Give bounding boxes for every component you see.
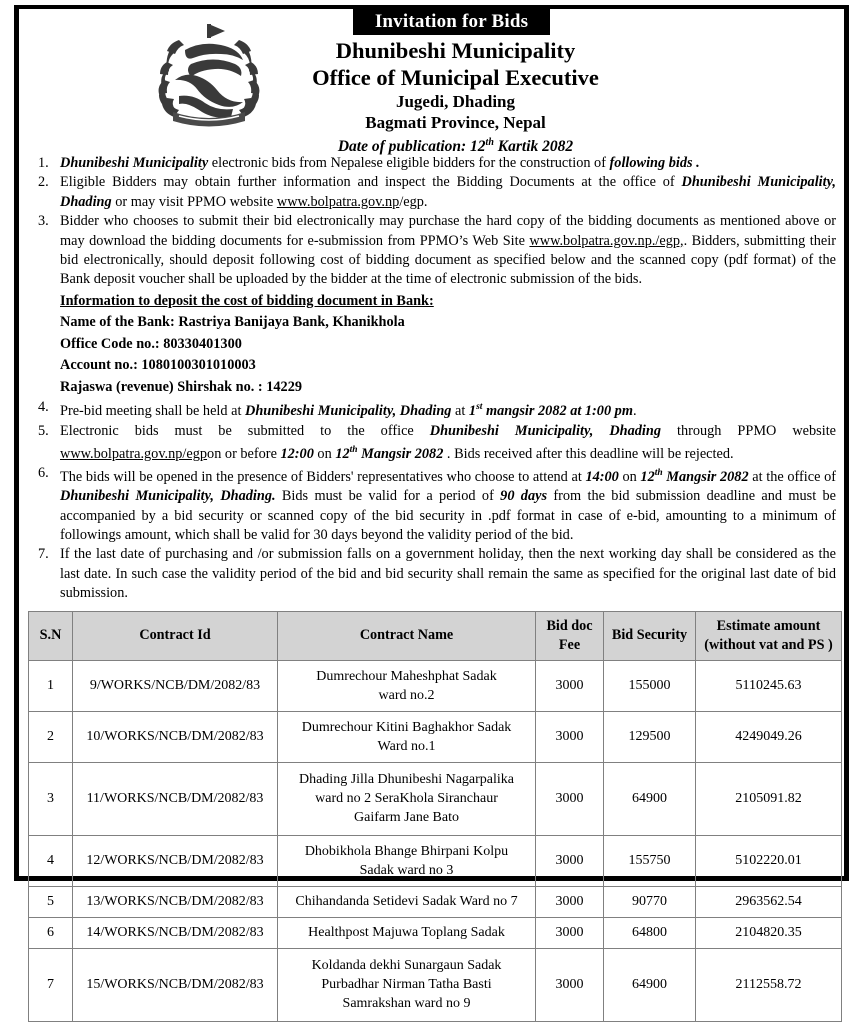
invitation-banner: Invitation for Bids [353,9,550,35]
nepal-government-emblem-icon [149,18,269,133]
cell-sn: 7 [29,948,73,1021]
column-header-bid-security: Bid Security [604,611,696,660]
cell-contract-id: 14/WORKS/NCB/DM/2082/83 [73,917,278,948]
table-body [29,660,842,1021]
cell-contract-name [278,711,536,762]
clause-item-6 [27,464,836,545]
column-header-bid-doc-fee-line2: Fee [558,636,581,653]
publication-date-label: Date of publication: [337,138,467,156]
cell-sn: 3 [29,762,73,835]
bank-name: Name of the Bank: Rastriya Banijaya Bank, Khanikhola [60,314,405,331]
cell-contract-name: Healthpost Majuwa Toplang Sadak [278,917,536,948]
clause-5-entity: Dhunibeshi Municipality, Dhading [429,422,661,439]
clause-2-text-c: /egp. [399,193,428,210]
clause-2-entity: Dhunibeshi Municipality, Dhading [60,174,837,210]
clause-5-date-ordinal: th [349,444,358,455]
clause-4-text-c: . [632,403,637,420]
publication-date [75,133,836,156]
clause-4-text-a: Pre-bid meeting shall be held at [60,403,246,420]
cell-sn: 1 [29,660,73,711]
clause-list [27,154,836,604]
clause-number-1: 1. [38,155,49,171]
organization-location: Jugedi, Dhading [395,92,516,111]
cell-bid-security: 64900 [604,948,696,1021]
clause-2-text-a: Eligible Bidders may obtain further information and inspect the Bidding Documents at the office of [60,174,682,191]
cell-contract-name [278,762,536,835]
cell-bid-security: 64900 [604,762,696,835]
cell-bid-doc-fee: 3000 [536,711,604,762]
clause-5-date-day: 12 [335,445,350,462]
cell-bid-doc-fee: 3000 [536,917,604,948]
clause-6-text-b: on [618,468,641,485]
clause-6-text-d: Bids must be valid for a period of [275,488,501,505]
table-row [29,660,842,711]
cell-estimate-amount: 4249049.26 [696,711,842,762]
cell-estimate-amount: 2105091.82 [696,762,842,835]
contract-name-line3: Samrakshan ward no 9 [342,996,471,1012]
contract-name-line3: Gaifarm Jane Bato [354,810,459,826]
column-header-estimate-line2: (without vat and PS ) [704,636,833,653]
clause-7-text: If the last date of purchasing and /or submission falls on a government holiday, then the next working day shall be considered as the last date. In such case the validity period of the bid and bid security shall remain the same as specified for the original last date of bid submission. [60,546,836,602]
clause-number-7: 7. [38,546,49,563]
cell-estimate-amount: 2104820.35 [696,917,842,948]
clause-5-text-e: . Bids received after this deadline will be rejected. [443,445,734,462]
cell-bid-security: 155000 [604,660,696,711]
clause-5-text-a: Electronic bids must be submitted to the office [60,422,430,439]
clause-5-text-c: on or before [207,445,281,462]
contract-name-line1: Koldanda dekhi Sunargaun Sadak [311,958,502,974]
clause-item-7 [27,545,836,603]
cell-sn: 6 [29,917,73,948]
table-row [29,762,842,835]
cell-bid-security: 129500 [604,711,696,762]
cell-contract-name [278,948,536,1021]
clause-5-time: 12:00 [280,445,314,462]
clause-6-text-c: at the office of [748,468,836,485]
cell-contract-id: 9/WORKS/NCB/DM/2082/83 [73,660,278,711]
cell-contract-id: 15/WORKS/NCB/DM/2082/83 [73,948,278,1021]
bids-table [28,611,842,1022]
cell-sn: 2 [29,711,73,762]
contract-name-line2: Purbadhar Nirman Tatha Basti [321,977,492,993]
cell-bid-doc-fee: 3000 [536,886,604,917]
contract-name-line2: ward no 2 SeraKhola Siranchaur [315,791,498,807]
cell-bid-security: 155750 [604,835,696,886]
table-row [29,835,842,886]
clause-4-datetime: mangsir 2082 at 1:00 pm [482,403,633,420]
column-header-bid-doc-fee-line1: Bid doc [546,617,593,634]
bank-rajaswa-shirshak: Rajaswa (revenue) Shirshak no. : 14229 [60,378,302,395]
clause-1-entity: Dhunibeshi Municipality [60,155,209,171]
clause-number-4: 4. [38,399,49,416]
column-header-contract-name: Contract Name [278,611,536,660]
column-header-estimate-amount [696,611,842,660]
cell-contract-id: 10/WORKS/NCB/DM/2082/83 [73,711,278,762]
cell-contract-name [278,835,536,886]
clause-5-date-rest: Mangsir 2082 [357,445,444,462]
document-page-frame [14,5,849,1012]
cell-contract-name: Chihandanda Setidevi Sadak Ward no 7 [278,886,536,917]
table-header-row [29,611,842,660]
document-header [27,9,836,154]
clause-item-4 [27,398,836,421]
cell-bid-doc-fee: 3000 [536,762,604,835]
bank-info-heading: Information to deposit the cost of bidding document in Bank: [60,292,434,309]
publication-date-day: 12 [470,138,486,156]
clause-5-text-b: through PPMO website [661,422,837,439]
bank-deposit-info [60,291,836,399]
column-header-estimate-line1: Estimate amount [716,617,821,634]
column-header-contract-id: Contract Id [73,611,278,660]
clause-3-text-a: Bidder who chooses to submit their bid electronically may purchase the hard copy of the bidding documents as mentioned above or may download the bidding documents for e-submission from PPMO’s Web Site [60,213,836,249]
clause-6-entity: Dhunibeshi Municipality, Dhading. [60,488,276,505]
clause-5-text-d: on [313,445,336,462]
cell-contract-name [278,660,536,711]
clause-3-ppmo-link[interactable]: www.bolpatra.gov.np./egp, [529,232,684,249]
organization-office: Office of Municipal Executive [312,65,599,90]
organization-province: Bagmati Province, Nepal [365,113,546,132]
clause-item-1 [27,154,836,173]
clause-number-6: 6. [38,465,49,482]
cell-contract-id: 13/WORKS/NCB/DM/2082/83 [73,886,278,917]
bank-office-code: Office Code no.: 80330401300 [60,335,242,352]
contract-name-line1: Dumrechour Kitini Baghakhor Sadak [301,719,512,735]
cell-estimate-amount: 2963562.54 [696,886,842,917]
table-row [29,711,842,762]
bank-account-number: Account no.: 1080100301010003 [60,357,256,374]
clause-6-validity-days: 90 days [500,488,548,505]
clause-item-3 [27,212,836,398]
publication-date-ordinal: th [485,137,494,148]
contract-name-line2: ward no.2 [378,687,435,703]
column-header-bid-doc-fee [536,611,604,660]
cell-estimate-amount: 2112558.72 [696,948,842,1021]
cell-sn: 5 [29,886,73,917]
contract-name-line1: Dhobikhola Bhange Bhirpani Kolpu [304,843,509,859]
organization-name: Dhunibeshi Municipality [335,38,576,63]
cell-bid-security: 64800 [604,917,696,948]
cell-bid-security: 90770 [604,886,696,917]
clause-4-date-ordinal: st [476,402,483,413]
clause-5-ppmo-link[interactable]: www.bolpatra.gov.np/egp [60,445,208,462]
clause-6-text-e: from the bid submission deadline and must be accompanied by a bid security or scanned copy of the bid security in .pdf format in case of e-bid, amounting to a minimum of followings amount, which shall be valid for 30 days beyond the validity period of the bid. [60,488,837,544]
clause-number-3: 3. [38,213,49,230]
publication-date-rest: Kartik 2082 [497,138,574,156]
clause-number-2: 2. [38,174,49,191]
table-row [29,886,842,917]
clause-4-text-b: at [451,403,469,420]
table-row [29,917,842,948]
clause-6-date-ordinal: th [654,468,663,479]
contract-name-line2: Sadak ward no 3 [359,862,454,878]
table-row [29,948,842,1021]
clause-2-ppmo-link[interactable]: www.bolpatra.gov.np [276,193,400,210]
clause-3-text-b: . Bidders, submitting their bid electronically, should deposit following cost of bidding document as specified below and the scanned copy (pdf format) of the Bank deposit voucher shall be uploaded by the bidder at the time of electronic submission of the bids. [60,232,836,288]
cell-bid-doc-fee: 3000 [536,948,604,1021]
clause-1-emphasis: following bids . [609,155,700,171]
clause-4-entity: Dhunibeshi Municipality, Dhading [245,403,452,420]
cell-contract-id: 12/WORKS/NCB/DM/2082/83 [73,835,278,886]
clause-1-text: electronic bids from Nepalese eligible bidders for the construction of [208,155,610,171]
cell-estimate-amount: 5110245.63 [696,660,842,711]
cell-bid-doc-fee: 3000 [536,660,604,711]
contract-name-line1: Dumrechour Maheshphat Sadak [316,668,497,684]
contract-name-line2: Ward no.1 [377,738,436,754]
cell-estimate-amount: 5102220.01 [696,835,842,886]
clause-item-2 [27,173,836,212]
cell-bid-doc-fee: 3000 [536,835,604,886]
clause-6-text-a: The bids will be opened in the presence of Bidders' representatives who choose to attend at [60,468,586,485]
column-header-sn: S.N [29,611,73,660]
clause-number-5: 5. [38,422,49,439]
clause-6-time: 14:00 [585,468,619,485]
cell-contract-id: 11/WORKS/NCB/DM/2082/83 [73,762,278,835]
clause-6-date-rest: Mangsir 2082 [662,468,749,485]
clause-4-date-day: 1 [468,403,477,420]
cell-sn: 4 [29,835,73,886]
clause-2-text-b: or may visit PPMO website [111,193,277,210]
clause-item-5 [27,422,836,465]
clause-6-date-day: 12 [640,468,655,485]
contract-name-line1: Dhading Jilla Dhunibeshi Nagarpalika [298,772,514,788]
